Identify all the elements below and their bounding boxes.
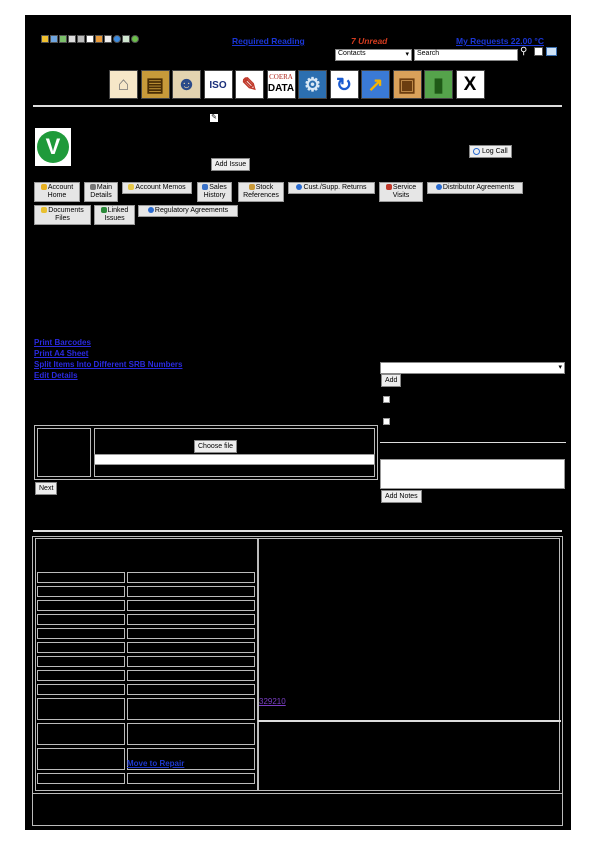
details-divider [258,720,561,722]
option-checkbox-1[interactable] [383,396,390,403]
add-issue-button[interactable]: Add Issue [211,158,250,171]
detail-value-cell [127,698,255,720]
notes-textarea[interactable] [380,459,565,489]
tab-stock-references[interactable] [238,182,284,202]
my-requests-link[interactable]: My Requests 22.00 °C [456,36,544,46]
detail-value-cell [127,642,255,653]
iso-icon-glyph: ISO [209,80,227,91]
edit-icon[interactable]: ✎ [211,114,217,121]
detail-value-cell [127,670,255,681]
detail-label-cell [37,670,125,681]
gear-mini-icon[interactable] [131,35,139,43]
split-items-link[interactable]: Split Items Into Different SRB Numbers [34,360,183,369]
close-x-icon-glyph: X [463,74,477,95]
users-icon-glyph: ☻ [176,74,197,95]
tab-label: Cust./Supp. Returns [303,184,367,191]
users-icon[interactable] [172,70,201,99]
print-mini-icon[interactable] [77,35,85,43]
search-input[interactable] [414,49,518,61]
stock-tab-icon [249,184,255,190]
refresh-icon[interactable] [330,70,359,99]
tab-sales-history[interactable] [197,182,232,202]
move-to-repair-link[interactable]: Move to Repair [127,759,185,768]
unread-count[interactable]: 7 Unread [351,36,388,46]
tab-service-visits[interactable] [379,182,423,202]
grid-mini-icon[interactable] [68,35,76,43]
edit-details-link[interactable]: Edit Details [34,371,78,380]
detail-label-cell [37,773,125,784]
memo-tab-icon [128,184,134,190]
pencil-icon-glyph: ✎ [241,75,258,96]
service-tab-icon [386,184,392,190]
search-icon[interactable]: ⚲ [520,46,528,57]
details-footer [32,793,563,826]
tab-label: Account Memos [135,184,186,191]
file-name-field[interactable] [94,454,375,465]
chevron-down-icon: ▾ [558,364,562,371]
search-input-value: Search [417,50,440,57]
logo-mark: V [37,131,69,163]
home-mini-icon[interactable] [41,35,49,43]
print-a4-sheet-link[interactable]: Print A4 Sheet [34,349,89,358]
book-icon-glyph: ▮ [433,75,444,96]
account-logo [35,128,71,166]
detail-value-cell [127,773,255,784]
divider [33,105,562,107]
tab-cust-supp-returns[interactable] [288,182,375,194]
tab-label: Main Details [90,184,113,199]
cabinet-icon[interactable] [141,70,170,99]
tab-documents-files[interactable] [34,205,91,225]
pencil-icon[interactable] [235,70,264,99]
upload-label-cell [37,428,91,477]
add-button[interactable]: Add [381,374,401,387]
detail-value-cell [127,656,255,667]
phone-icon [473,148,480,155]
log-call-label: Log Call [481,148,508,155]
home-tab-icon [41,184,47,190]
book-icon[interactable] [424,70,453,99]
coera-data-icon-glyph: DATA [267,83,295,94]
folder-tab-icon [41,207,47,213]
growth-chart-icon-glyph: ↗ [367,75,384,96]
contacts-select[interactable] [335,49,412,61]
tab-label: Stock References [243,184,279,199]
detail-value-cell [127,684,255,695]
tab-label: Documents Files [48,207,84,222]
log-call-button[interactable] [469,145,512,158]
cloud-mini-icon[interactable] [104,35,112,43]
detail-label-cell [37,628,125,639]
growth-chart-icon[interactable] [361,70,390,99]
detail-label-cell [37,698,125,720]
settings-gears-icon[interactable] [298,70,327,99]
right-select[interactable] [380,362,565,374]
chart-tab-icon [202,184,208,190]
main-toolbar [109,70,489,100]
tab-main-details[interactable] [84,182,118,202]
cabinet-icon-glyph: ▤ [146,75,164,96]
choose-file-button[interactable]: Choose file [194,440,237,453]
coera-data-icon[interactable] [267,70,296,99]
tab-label: Distributor Agreements [442,184,515,191]
detail-label-cell [37,642,125,653]
right-divider [380,442,566,443]
detail-label-cell [37,572,125,583]
tab-distributor-agreements[interactable] [427,182,523,194]
tab-label: Account Home [47,184,74,199]
app-window [25,15,571,830]
details-right-pane [258,538,560,791]
add-notes-button[interactable]: Add Notes [381,490,422,503]
tab-label: Regulatory Agreements [154,207,229,214]
link-tab-icon [101,207,107,213]
page-mini-icon[interactable] [86,35,94,43]
star-mini-icon[interactable] [50,35,58,43]
divider [33,530,562,532]
globe-tab-icon [436,184,442,190]
globe-mini-icon[interactable] [113,35,121,43]
detail-label-cell [37,600,125,611]
tab-account-memos[interactable] [122,182,192,194]
option-checkbox-2[interactable] [383,418,390,425]
detail-value-cell [127,614,255,625]
details-table [37,572,256,790]
detail-label-cell [37,614,125,625]
contacts-select-value: Contacts [338,50,366,57]
mail-icon[interactable] [546,47,557,56]
settings-gears-icon-glyph: ⚙ [303,75,322,96]
chart-mini-icon[interactable] [59,35,67,43]
flag-mini-icon[interactable] [122,35,130,43]
tab-label: Sales History [203,184,227,199]
print-barcodes-link[interactable]: Print Barcodes [34,338,91,347]
detail-label-cell [37,656,125,667]
detail-label-cell [37,748,125,770]
pencil-tab-icon [90,184,96,190]
detail-label-cell [37,723,125,745]
chevron-down-icon: ▾ [405,51,409,58]
home-icon-glyph: ⌂ [117,74,130,95]
required-reading-link[interactable]: Required Reading [232,36,305,46]
refresh-icon-glyph: ↻ [336,75,352,96]
returns-tab-icon [296,184,302,190]
home-icon[interactable] [109,70,138,99]
coera-label: COERA [269,73,293,81]
detail-value-cell [127,572,255,583]
package-icon[interactable] [393,70,422,99]
detail-label-cell [37,586,125,597]
globe-tab-icon [148,207,154,213]
tab-label: Linked Issues [104,207,129,222]
external-link-icon[interactable] [534,47,543,56]
iso-icon[interactable] [204,70,233,99]
tab-label: Service Visits [392,184,417,199]
tab-linked-issues[interactable] [94,205,135,225]
mini-icon-bar [41,35,140,45]
box-mini-icon[interactable] [95,35,103,43]
close-x-icon[interactable] [456,70,485,99]
detail-value-cell [127,723,255,745]
detail-value-cell [127,586,255,597]
detail-value-cell [127,600,255,611]
next-button[interactable]: Next [35,482,57,495]
item-code-link[interactable]: 329210 [259,697,286,706]
detail-value-cell [127,628,255,639]
detail-label-cell [37,684,125,695]
tab-account-home[interactable] [34,182,80,202]
package-icon-glyph: ▣ [398,75,416,96]
tab-regulatory-agreements[interactable] [138,205,238,217]
